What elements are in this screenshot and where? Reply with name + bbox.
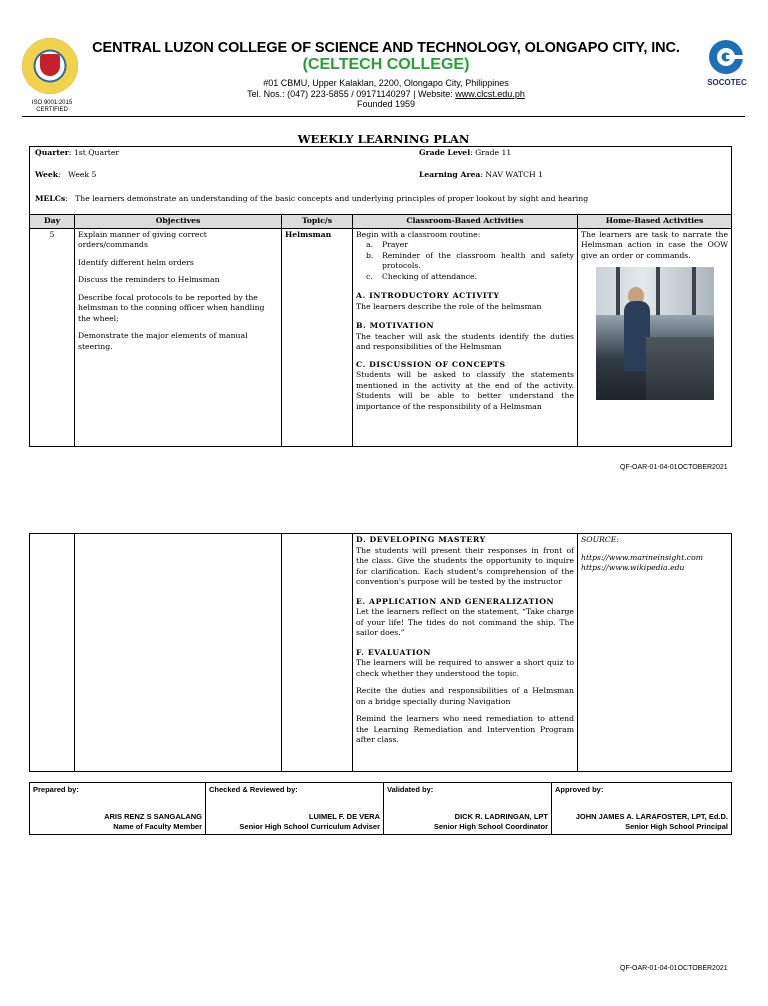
col-day: Day	[30, 215, 75, 229]
signatory-role: Checked & Reviewed by:	[209, 785, 298, 794]
week-field: Week: Week 5	[35, 170, 97, 179]
objective-item: Identify different helm orders	[78, 257, 194, 267]
signatory-prepared	[30, 783, 206, 835]
objective-item: Discuss the reminders to Helmsman	[78, 275, 220, 284]
source-link[interactable]: https://www.wikipedia.edu	[581, 563, 685, 572]
section-text: The teacher will ask the students identify the duties and responsibilities of the Helmsman	[356, 331, 574, 351]
signatory-role: Validated by:	[387, 785, 434, 794]
page-title: WEEKLY LEARNING PLAN	[297, 132, 470, 146]
signatory-role: Prepared by:	[33, 785, 79, 794]
signatories-row	[30, 783, 732, 835]
classroom-activities-cell	[353, 228, 578, 446]
lesson-row	[30, 228, 732, 446]
signatory-title: Senior High School Coordinator	[433, 821, 548, 831]
source-link[interactable]: https://www.marineinsight.com	[581, 552, 703, 562]
day-cell	[30, 534, 75, 772]
contact-numbers: Tel. Nos.: (047) 223-5855 / 09171140297 | Website:	[247, 88, 456, 99]
iso-line: ISO 9001:2015	[31, 100, 73, 106]
topic-cell: Helmsman	[282, 228, 353, 446]
sources-cell	[578, 534, 732, 772]
section-heading: E. APPLICATION AND GENERALIZATION	[356, 596, 555, 606]
iso-certified: CERTIFIED	[36, 107, 68, 113]
objectives-cell	[75, 534, 282, 772]
routine-item: b. Reminder of the classroom health and safety protocols.	[366, 250, 574, 270]
topic-cell	[282, 534, 353, 772]
col-classroom: Classroom-Based Activities	[353, 215, 578, 229]
signatory-name: LUIMEL F. DE VERA	[308, 811, 380, 821]
signatory-approved	[552, 783, 732, 835]
routine-intro: Begin with a classroom routine:	[356, 229, 481, 239]
section-heading: B. MOTIVATION	[356, 321, 435, 330]
weekly-plan-table	[29, 146, 732, 447]
contact-line	[80, 89, 692, 100]
source-label: SOURCE:	[581, 535, 619, 544]
routine-item: c. Checking of attendance.	[366, 271, 478, 281]
section-heading: D. DEVELOPING MASTERY	[356, 535, 486, 544]
socotec-logo	[704, 38, 748, 76]
evaluation-text: Remind the learners who need remediation to attend the Learning Remediation and Intervention Program after class.	[356, 714, 574, 744]
objectives-cell	[75, 228, 282, 446]
address: #01 CBMU, Upper Kalaklan, 2200, Olongapo City, Philippines	[263, 78, 509, 88]
signatory-title: Name of Faculty Member	[113, 821, 202, 831]
learning-area-field: Learning Area: NAV WATCH 1	[419, 170, 544, 179]
col-objectives: Objectives	[75, 215, 282, 229]
header-divider	[22, 116, 745, 117]
col-topics: Topic/s	[282, 215, 353, 229]
signatory-checked	[206, 783, 384, 835]
objective-item: Demonstrate the major elements of manual steering.	[78, 331, 248, 351]
signatory-title: Senior High School Curriculum Adviser	[239, 821, 380, 831]
form-code: QF-OAR-01-04-01OCTOBER2021	[620, 464, 728, 471]
signatory-name: ARIS RENZ S SANGALANG	[104, 811, 202, 821]
weekly-plan-table-continued	[29, 533, 732, 772]
info-row	[30, 147, 732, 215]
signatory-name: JOHN JAMES A. LARAFOSTER, LPT, Ed.D.	[575, 811, 728, 821]
section-text: The learners describe the role of the helmsman	[356, 301, 542, 311]
routine-item: a. Prayer	[366, 240, 408, 249]
college-seal-logo	[22, 38, 78, 94]
signatory-name: DICK R. LADRINGAN, LPT	[454, 811, 548, 821]
section-heading: C. DISCUSSION OF CONCEPTS	[356, 359, 506, 369]
quarter-field: Quarter: 1st Quarter	[35, 148, 120, 157]
founded: Founded 1959	[356, 99, 416, 109]
home-activities-cell	[578, 228, 732, 446]
section-heading: F. EVALUATION	[356, 647, 432, 657]
college-address-block	[80, 78, 692, 110]
classroom-activities-cell	[353, 534, 578, 772]
section-heading: A. INTRODUCTORY ACTIVITY	[356, 291, 500, 300]
college-short-name: (CELTECH COLLEGE)	[302, 56, 470, 73]
objective-item: Explain manner of giving correct orders/commands	[78, 229, 207, 249]
signatories-table	[29, 782, 732, 835]
signatory-title: Senior High School Principal	[625, 821, 728, 831]
section-text: The learners will be required to answer a short quiz to check whether they understood the topic.	[356, 658, 574, 678]
objective-item: Describe focal protocols to be reported by the helmsman to the conning officer when handling the wheel;	[78, 292, 265, 323]
section-text: The students will present their responses in front of the class. Give the students the opportunity to inquire for clarification. Each student's comprehension of the convention's purpose will be tested by the instructor	[356, 545, 574, 586]
routine-list	[356, 240, 574, 282]
evaluation-text: Recite the duties and responsibilities of a Helmsman on a bridge specially during Navigation	[356, 686, 574, 706]
iso-certification	[26, 100, 78, 114]
lesson-row-continued	[30, 534, 732, 772]
melcs-field: MELCs: The learners demonstrate an understanding of the basic concepts and underlying principles of proper lookout by sight and hearing	[35, 194, 589, 203]
signatory-role: Approved by:	[555, 785, 604, 794]
section-text: Students will be asked to classify the statements mentioned in the activity at the end of the activity. Students will be able to better understand the importance of the responsibility of a Helmsman	[356, 370, 574, 411]
form-code-bottom: QF-OAR-01-04-01OCTOBER2021	[620, 965, 728, 972]
signatory-validated	[384, 783, 552, 835]
day-cell: 5	[30, 228, 75, 446]
website-link[interactable]: www.clcst.edu.ph	[455, 88, 525, 99]
college-name: CENTRAL LUZON COLLEGE OF SCIENCE AND TECHNOLOGY, OLONGAPO CITY, INC.	[92, 40, 680, 56]
col-home: Home-Based Activities	[578, 215, 732, 229]
helmsman-photo	[596, 267, 714, 400]
home-activity-text: The learners are task to narrate the Helmsman action in case the OOW give an order or commands.	[581, 229, 729, 260]
socotec-label: SOCOTEC	[707, 78, 747, 87]
section-text: Let the learners reflect on the statement, “Take charge of your life! The tides do not command the ship. The sailor does.”	[356, 607, 574, 637]
info-cell	[30, 147, 732, 215]
column-header-row	[30, 215, 732, 229]
grade-field: Grade Level: Grade 11	[419, 148, 512, 157]
